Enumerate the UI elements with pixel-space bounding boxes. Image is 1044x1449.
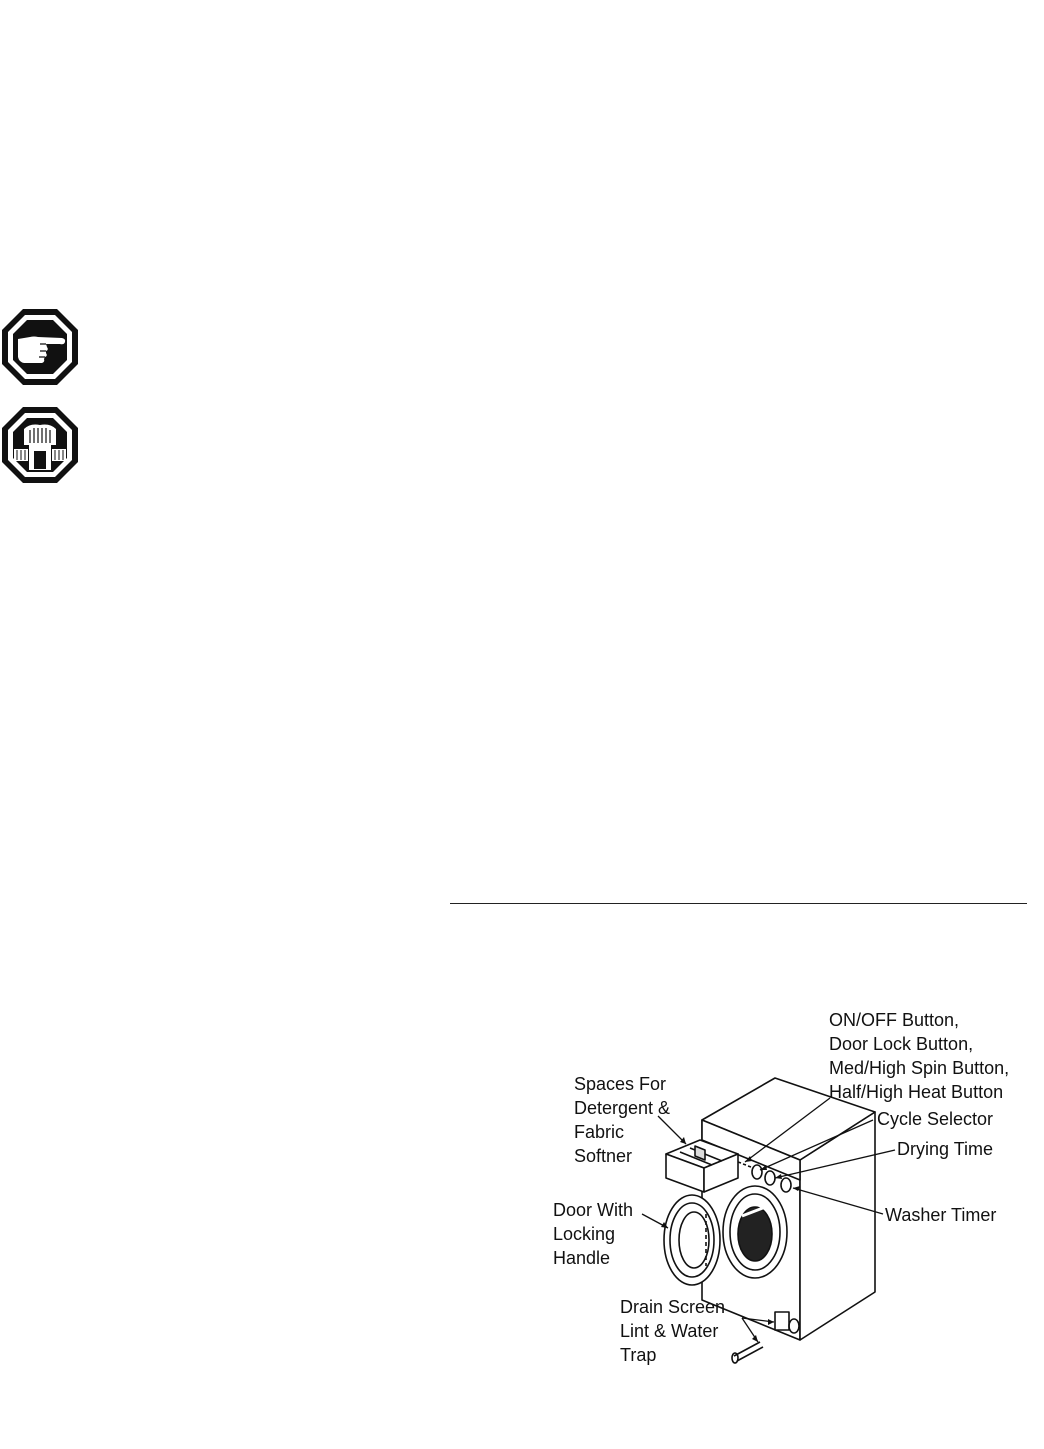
dispenser-label-line: Detergent & — [574, 1098, 671, 1118]
dispenser-label-line: Softner — [574, 1146, 633, 1166]
cycle-selector-label: Cycle Selector — [877, 1109, 994, 1129]
door-label-line: Handle — [553, 1248, 611, 1268]
controls-label-line: Half/High Heat Button — [829, 1082, 1004, 1102]
drying-time-label: Drying Time — [897, 1139, 994, 1159]
controls-label-line: Med/High Spin Button, — [829, 1058, 1010, 1078]
door-label-line: Door With — [553, 1200, 634, 1220]
drain-label-line: Lint & Water — [620, 1321, 719, 1341]
controls-label — [829, 1008, 1009, 1104]
drain-label-line: Trap — [620, 1345, 657, 1365]
dispenser-label-line: Fabric — [574, 1122, 625, 1142]
dispenser-label — [574, 1072, 670, 1168]
dispenser-label-line: Spaces For — [574, 1074, 667, 1094]
door-label-line: Locking — [553, 1224, 616, 1244]
door-label — [553, 1198, 633, 1270]
drain-label-line: Drain Screen — [620, 1297, 726, 1317]
washer-timer-label: Washer Timer — [885, 1205, 997, 1225]
drain-screen-label — [620, 1295, 725, 1367]
controls-label-line: Door Lock Button, — [829, 1034, 974, 1054]
controls-label-line: ON/OFF Button, — [829, 1010, 960, 1030]
